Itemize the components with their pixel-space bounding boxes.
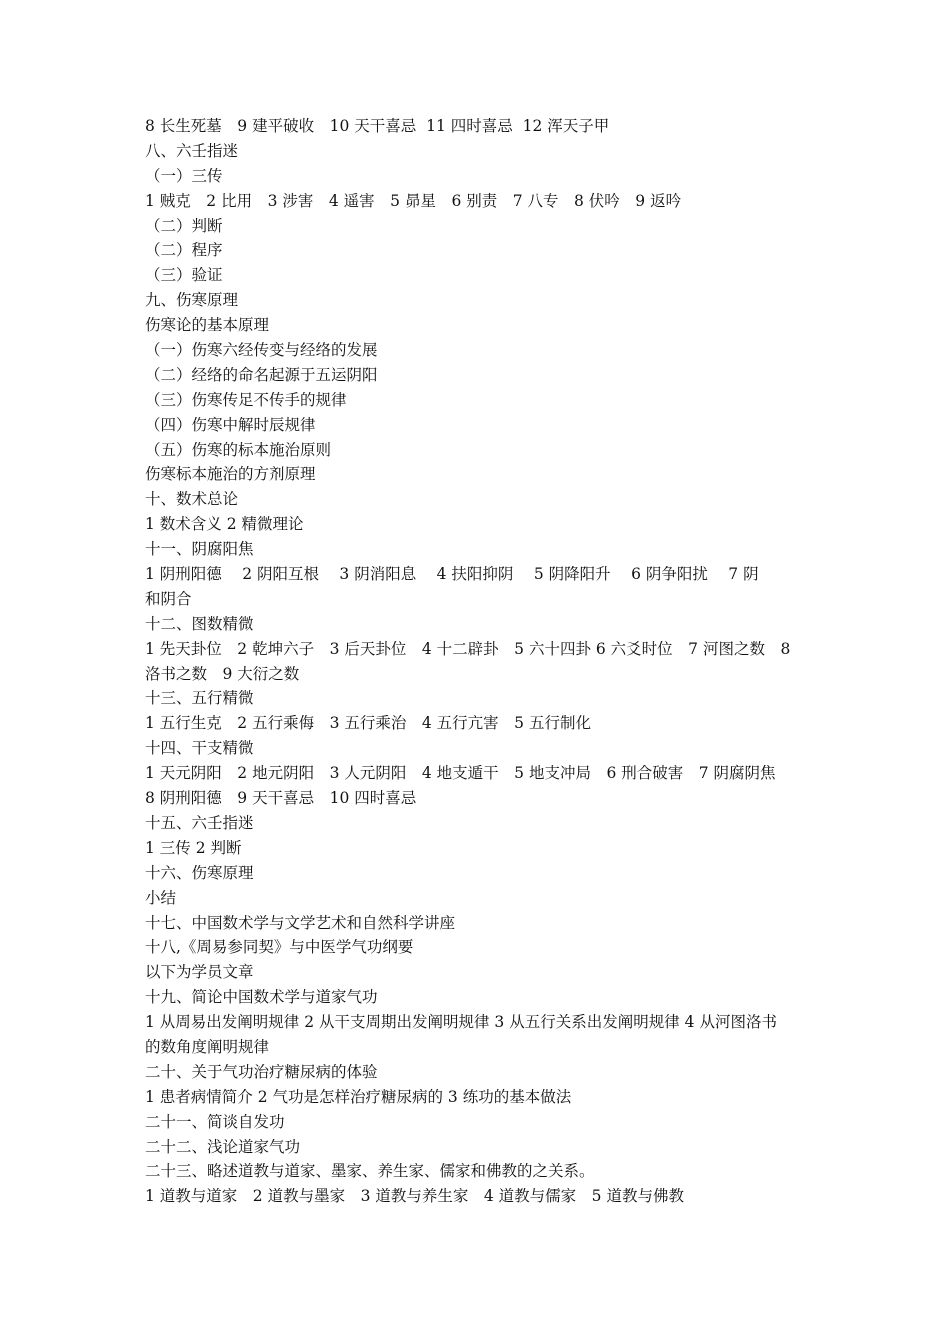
subsection-heading: （三）伤寒传足不传手的规律 <box>145 390 347 409</box>
text-line: 伤寒论的基本原理 <box>145 316 270 335</box>
text-line: 洛书之数 9 大衍之数 <box>145 664 300 683</box>
text-line: 以下为学员文章 <box>145 963 254 982</box>
section-heading: 二十二、浅论道家气功 <box>145 1137 301 1156</box>
section-heading: 十七、中国数术学与文学艺术和自然科学讲座 <box>145 913 456 932</box>
text-line: 1 天元阴阳 2 地元阴阳 3 人元阴阳 4 地支遁干 5 地支冲局 6 刑合破害 7 阴腐阴焦 <box>145 764 776 783</box>
subsection-heading: （一）伤寒六经传变与经络的发展 <box>145 341 378 360</box>
section-heading: 二十三、略述道教与道家、墨家、养生家、儒家和佛教的之关系。 <box>145 1162 595 1181</box>
text-line: 1 道教与道家 2 道教与墨家 3 道教与养生家 4 道教与儒家 5 道教与佛教 <box>145 1187 684 1206</box>
text-line: 和阴合 <box>145 589 192 608</box>
text-line: 小结 <box>145 888 177 907</box>
section-heading: 十一、阴腐阳焦 <box>145 540 254 559</box>
section-heading: 八、六壬指迷 <box>145 141 239 160</box>
text-line: 1 阴刑阳德 2 阴阳互根 3 阴消阳息 4 扶阳抑阴 5 阴降阳升 6 阴争阳扰 7 阴 <box>145 565 759 584</box>
subsection-heading: （四）伤寒中解时辰规律 <box>145 415 316 434</box>
section-heading: 十二、图数精微 <box>145 614 254 633</box>
subsection-heading: （二）判断 <box>145 216 223 235</box>
subsection-heading: （二）程序 <box>145 241 223 260</box>
section-heading: 十三、五行精微 <box>145 689 254 708</box>
subsection-heading: （一）三传 <box>145 166 223 185</box>
text-line: 1 五行生克 2 五行乘侮 3 五行乘治 4 五行亢害 5 五行制化 <box>145 714 591 733</box>
section-heading: 十四、干支精微 <box>145 739 254 758</box>
text-line: 伤寒标本施治的方剂原理 <box>145 465 316 484</box>
section-heading: 十、数术总论 <box>145 490 239 509</box>
section-heading: 二十、关于气功治疗糖尿病的体验 <box>145 1062 378 1081</box>
section-heading: 二十一、简谈自发功 <box>145 1112 285 1131</box>
section-heading: 十九、简论中国数术学与道家气功 <box>145 988 378 1007</box>
subsection-heading: （五）伤寒的标本施治原则 <box>145 440 332 459</box>
text-line: 8 阴刑阳德 9 天干喜忌 10 四时喜忌 <box>145 789 417 808</box>
text-line: 1 先天卦位 2 乾坤六子 3 后天卦位 4 十二辟卦 5 六十四卦 6 六爻时位 7 河图之数 8 <box>145 639 791 658</box>
text-line: 1 从周易出发阐明规律 2 从干支周期出发阐明规律 3 从五行关系出发阐明规律 4 从河图洛书 <box>145 1013 777 1032</box>
text-line: 1 数术含义 2 精微理论 <box>145 515 304 534</box>
text-line: 的数角度阐明规律 <box>145 1037 270 1056</box>
section-heading: 九、伤寒原理 <box>145 291 239 310</box>
subsection-heading: （三）验证 <box>145 266 223 285</box>
text-line: 1 三传 2 判断 <box>145 838 242 857</box>
subsection-heading: （二）经络的命名起源于五运阴阳 <box>145 365 378 384</box>
section-heading: 十八,《周易参同契》与中医学气功纲要 <box>145 938 414 957</box>
section-heading: 十五、六壬指迷 <box>145 813 254 832</box>
document-page <box>145 114 815 1209</box>
text-line: 1 患者病情简介 2 气功是怎样治疗糖尿病的 3 练功的基本做法 <box>145 1087 572 1106</box>
text-line: 1 贼克 2 比用 3 涉害 4 遥害 5 昴星 6 别责 7 八专 8 伏吟 9 返吟 <box>145 191 682 210</box>
text-line: 8 长生死墓 9 建平破收 10 天干喜忌 11 四时喜忌 12 浑天子甲 <box>145 117 610 135</box>
section-heading: 十六、伤寒原理 <box>145 863 254 882</box>
